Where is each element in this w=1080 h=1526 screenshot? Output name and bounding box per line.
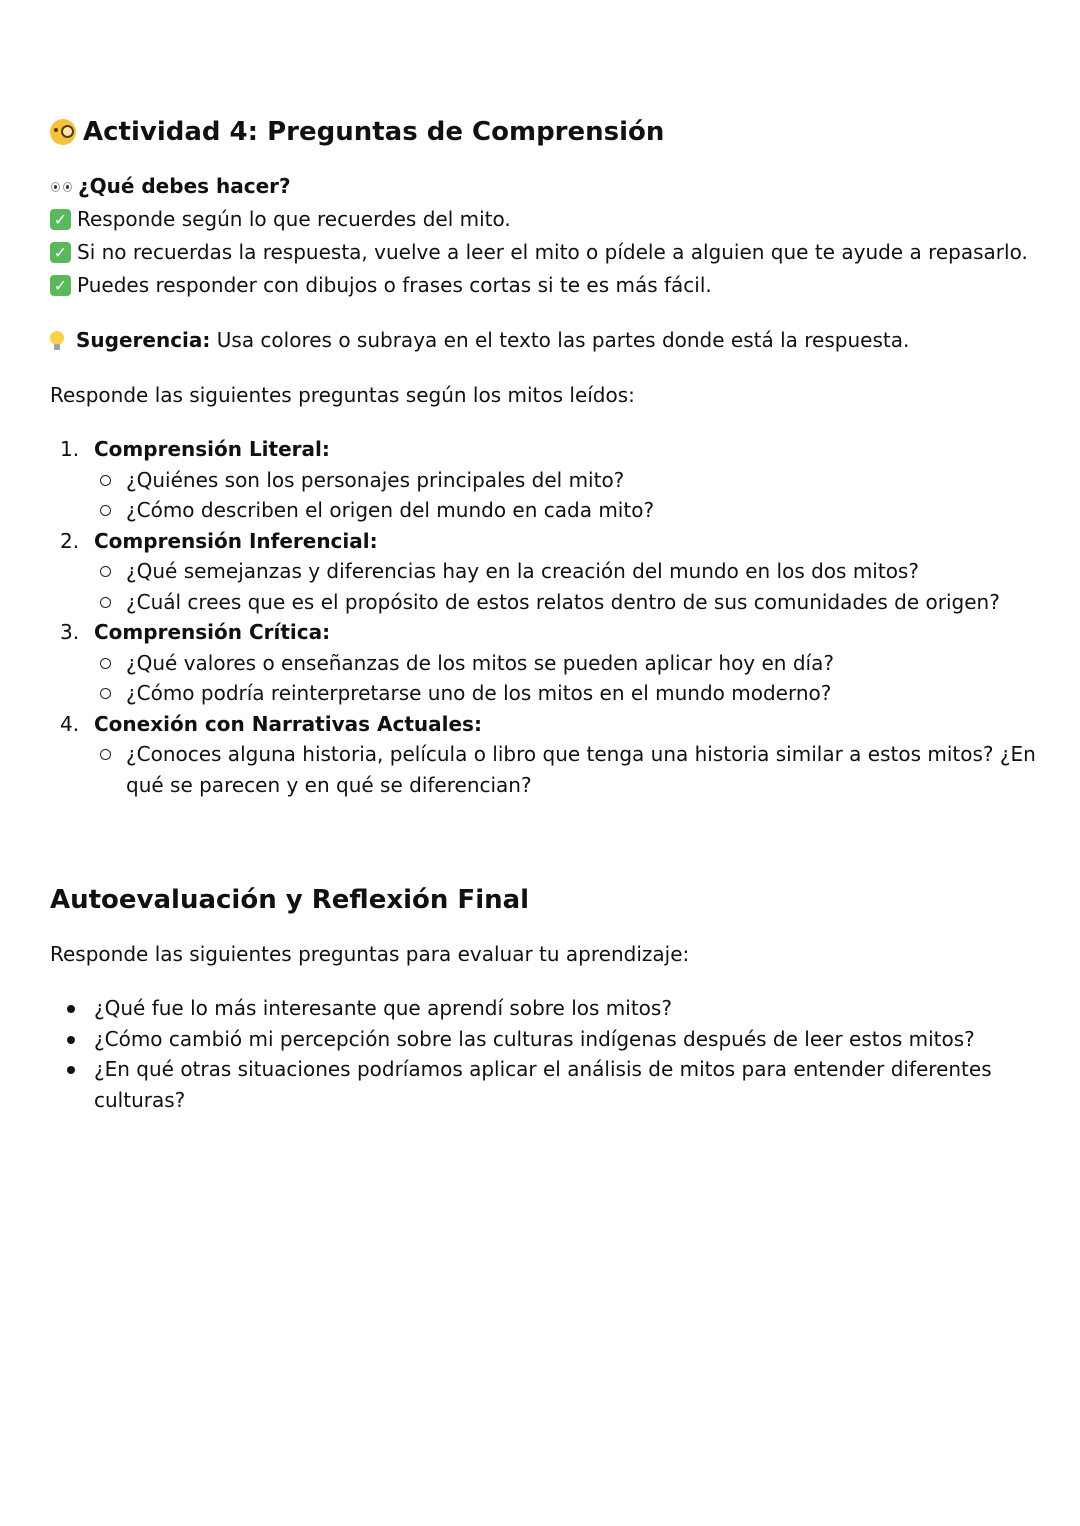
- activity-title: [50, 112, 1040, 152]
- question-item: [94, 678, 1040, 709]
- hollow-bullet-icon: [100, 688, 111, 699]
- hollow-bullet-icon: [100, 505, 111, 516]
- reflection-item: [50, 1054, 1040, 1115]
- hollow-bullet-icon: [100, 566, 111, 577]
- question-items: [94, 648, 1040, 709]
- question-title: Conexión con Narrativas Actuales:: [94, 711, 482, 736]
- activity-title-text: Actividad 4: Preguntas de Comprensión: [83, 117, 665, 147]
- reflection-title: Autoevaluación y Reflexión Final: [50, 885, 530, 915]
- reflection-text: ¿Cómo cambió mi percepción sobre las culturas indígenas después de leer estos mitos?: [94, 1026, 975, 1051]
- instruction-text: Responde según lo que recuerdes del mito.: [77, 207, 511, 231]
- question-text: ¿Cuál crees que es el propósito de estos relatos dentro de sus comunidades de origen?: [126, 589, 1000, 614]
- question-text: ¿Quiénes son los personajes principales del mito?: [126, 467, 625, 492]
- question-title: Comprensión Literal:: [94, 437, 330, 461]
- check-mark-icon: ✓: [50, 275, 71, 296]
- instructions-heading-text: ¿Qué debes hacer?: [78, 174, 291, 198]
- instruction-item: [50, 203, 1040, 236]
- reflection-list: [50, 993, 1040, 1115]
- light-bulb-icon: [50, 331, 64, 351]
- question-number: 3.: [60, 620, 80, 644]
- bullet-icon: [67, 1066, 75, 1074]
- instruction-text: Si no recuerdas la respuesta, vuelve a leer el mito o pídele a alguien que te ayude a repasarlo.: [77, 240, 1028, 264]
- question-number: 1.: [60, 437, 80, 461]
- hollow-bullet-icon: [100, 475, 111, 486]
- question-group: [50, 526, 1040, 618]
- check-mark-icon: ✓: [50, 242, 71, 263]
- instruction-item: [50, 236, 1040, 269]
- bullet-icon: [67, 1005, 75, 1013]
- instruction-item: [50, 269, 1040, 302]
- question-group: [50, 434, 1040, 526]
- question-items: [94, 739, 1040, 800]
- eyes-icon: [50, 182, 72, 192]
- question-items: [94, 465, 1040, 526]
- reflection-item: [50, 1024, 1040, 1055]
- question-text: ¿Qué semejanzas y diferencias hay en la creación del mundo en los dos mitos?: [126, 559, 919, 583]
- hollow-bullet-icon: [100, 658, 111, 669]
- question-group: [50, 617, 1040, 709]
- question-item: [94, 648, 1040, 679]
- bullet-icon: [67, 1036, 75, 1044]
- document-page: [50, 112, 1040, 1115]
- instruction-text: Puedes responder con dibujos o frases cortas si te es más fácil.: [77, 273, 712, 297]
- question-item: [94, 739, 1040, 800]
- questions-intro: Responde las siguientes preguntas según los mitos leídos:: [50, 383, 635, 407]
- check-mark-icon: ✓: [50, 209, 71, 230]
- question-number: 2.: [60, 528, 80, 553]
- reflection-intro: Responde las siguientes preguntas para evaluar tu aprendizaje:: [50, 942, 690, 966]
- reflection-text: ¿En qué otras situaciones podríamos aplicar el análisis de mitos para entender diferentes culturas?: [94, 1057, 992, 1112]
- instructions-block: [50, 170, 1040, 302]
- instructions-heading: [50, 170, 1040, 203]
- question-item: [94, 465, 1040, 496]
- suggestion-text: Usa colores o subraya en el texto las partes donde está la respuesta.: [210, 328, 910, 352]
- hollow-bullet-icon: [100, 749, 111, 760]
- reflection-item: [50, 993, 1040, 1024]
- question-item: [94, 556, 1040, 587]
- question-text: ¿Conoces alguna historia, película o libro que tenga una historia similar a estos mitos? ¿En qué se parecen y en qué se diferencian?: [126, 742, 1036, 797]
- question-group: [50, 709, 1040, 801]
- question-text: ¿Cómo podría reinterpretarse uno de los mitos en el mundo moderno?: [126, 681, 832, 705]
- question-title: Comprensión Crítica:: [94, 620, 331, 644]
- question-item: [94, 587, 1040, 618]
- suggestion: [50, 324, 1040, 357]
- question-text: ¿Qué valores o enseñanzas de los mitos se pueden aplicar hoy en día?: [126, 650, 834, 675]
- face-with-monocle-icon: [50, 119, 76, 145]
- question-text: ¿Cómo describen el origen del mundo en cada mito?: [126, 498, 655, 522]
- question-items: [94, 556, 1040, 617]
- hollow-bullet-icon: [100, 597, 111, 608]
- question-item: [94, 495, 1040, 526]
- reflection-text: ¿Qué fue lo más interesante que aprendí sobre los mitos?: [94, 996, 672, 1020]
- questions-list: [50, 434, 1040, 800]
- question-title: Comprensión Inferencial:: [94, 528, 378, 553]
- suggestion-label: Sugerencia:: [76, 328, 211, 352]
- suggestion-content: [76, 324, 909, 357]
- question-number: 4.: [60, 711, 80, 736]
